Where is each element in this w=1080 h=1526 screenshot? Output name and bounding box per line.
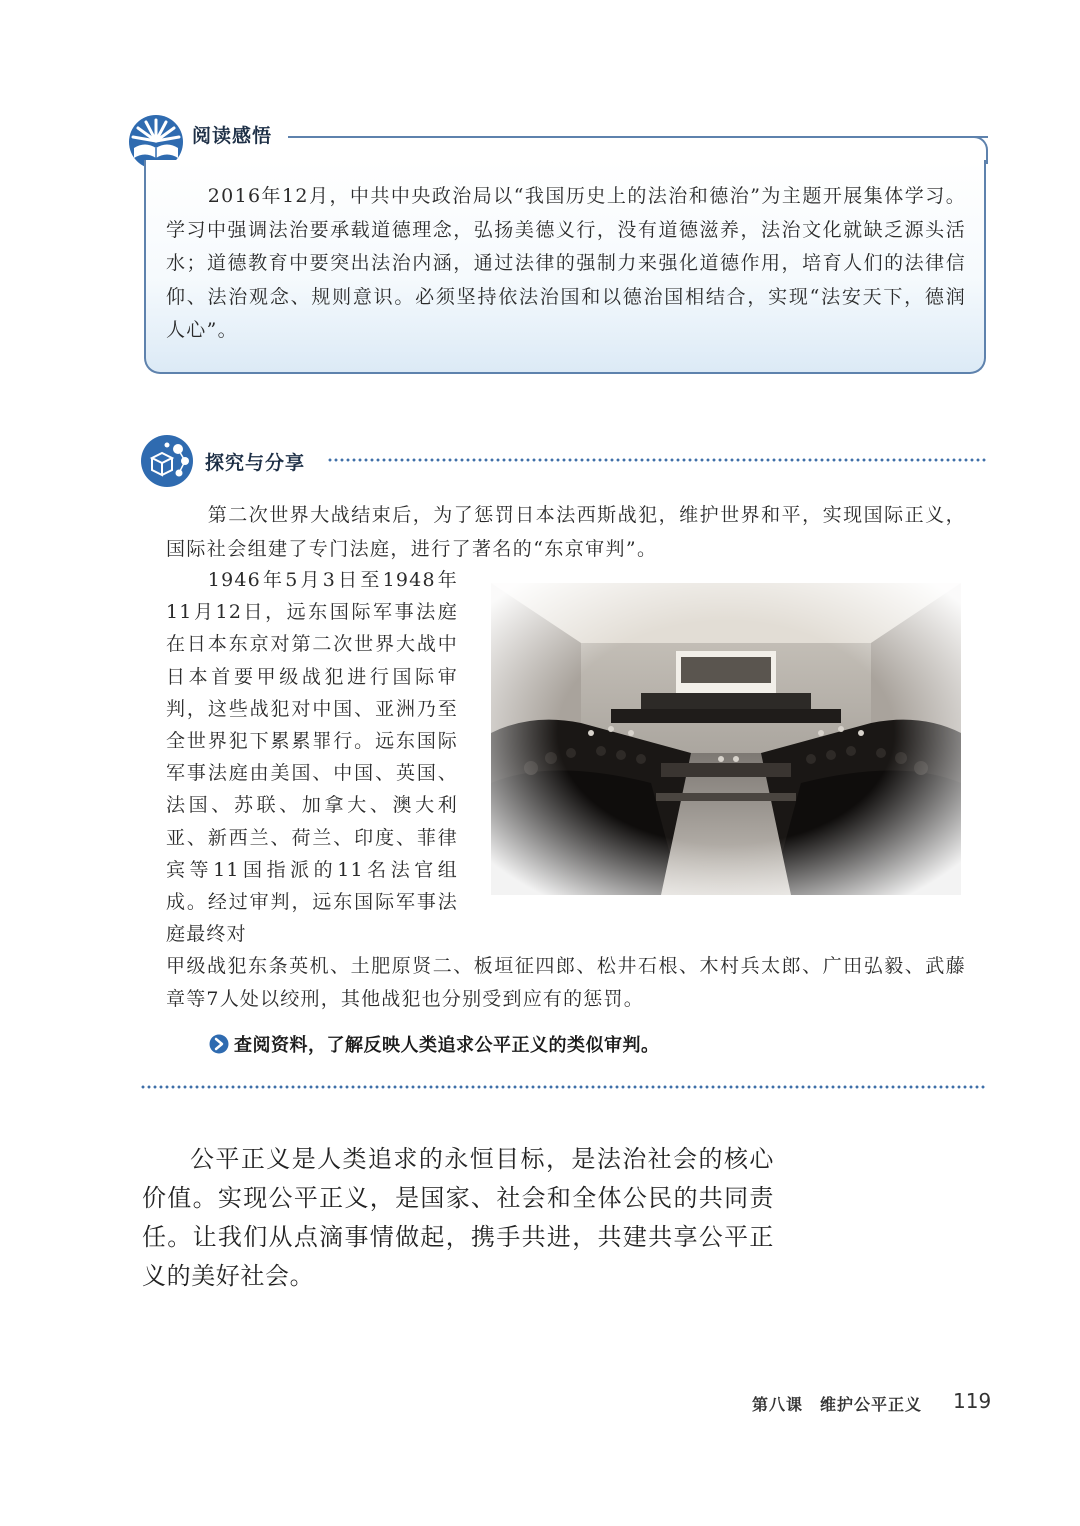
- reading-header-rule: [288, 136, 988, 138]
- footer-lesson-title: 第八课 维护公平正义: [752, 1395, 923, 1414]
- reading-section-title: 阅读感悟: [192, 125, 273, 147]
- explore-dotted-rule-bottom: [140, 1085, 987, 1089]
- explore-section-title: 探究与分享: [205, 452, 306, 474]
- reading-text: 2016年12月，中共中央政治局以“我国历史上的法治和德治”为主题开展集体学习。学习中强调法治要承载道德理念，弘扬美德义行，没有道德滋养，法治文化就缺乏源头活水；道德教育中要突出法治内涵，通过法律的强制力来强化道德作用，培育人们的法律信仰、法治观念、规则意识。必须坚持依法治国和以德治国相结合，实现“法安天下，德润人心”。: [166, 185, 966, 341]
- arrow-circle-icon: [209, 1034, 229, 1054]
- explore-paragraph-1: 第二次世界大战结束后，为了惩罚日本法西斯战犯，维护世界和平，实现国际正义，国际社会组建了专门法庭，进行了著名的“东京审判”。: [166, 504, 966, 560]
- page-number: 119: [953, 1389, 992, 1413]
- explore-dotted-rule-top: [327, 458, 987, 462]
- explore-paragraph-2-continued: 甲级战犯东条英机、土肥原贤二、板垣征四郎、松井石根、木村兵太郎、广田弘毅、武藤章等7人处以绞刑，其他战犯也分别受到应有的惩罚。: [166, 955, 966, 1010]
- molecule-cube-icon: [140, 434, 194, 488]
- tokyo-trial-courtroom-photo: [491, 583, 961, 895]
- explore-task-prompt: 查阅资料，了解反映人类追求公平正义的类似审判。: [234, 1035, 660, 1056]
- explore-paragraph-2: 1946年5月3日至1948年11月12日，远东国际军事法庭在日本东京对第二次世界大战中日本首要甲级战犯进行国际审判，这些战犯对中国、亚洲乃至全世界犯下累累罪行。远东国际军事法庭由美国、中国、英国、法国、苏联、加拿大、澳大利亚、新西兰、荷兰、印度、菲律宾等11国指派的11名法官组成。经过审判，远东国际军事法庭最终对: [166, 569, 458, 946]
- body-paragraph: 公平正义是人类追求的永恒目标，是法治社会的核心价值。实现公平正义，是国家、社会和全体公民的共同责任。让我们从点滴事情做起，携手共进，共建共享公平正义的美好社会。: [142, 1145, 774, 1290]
